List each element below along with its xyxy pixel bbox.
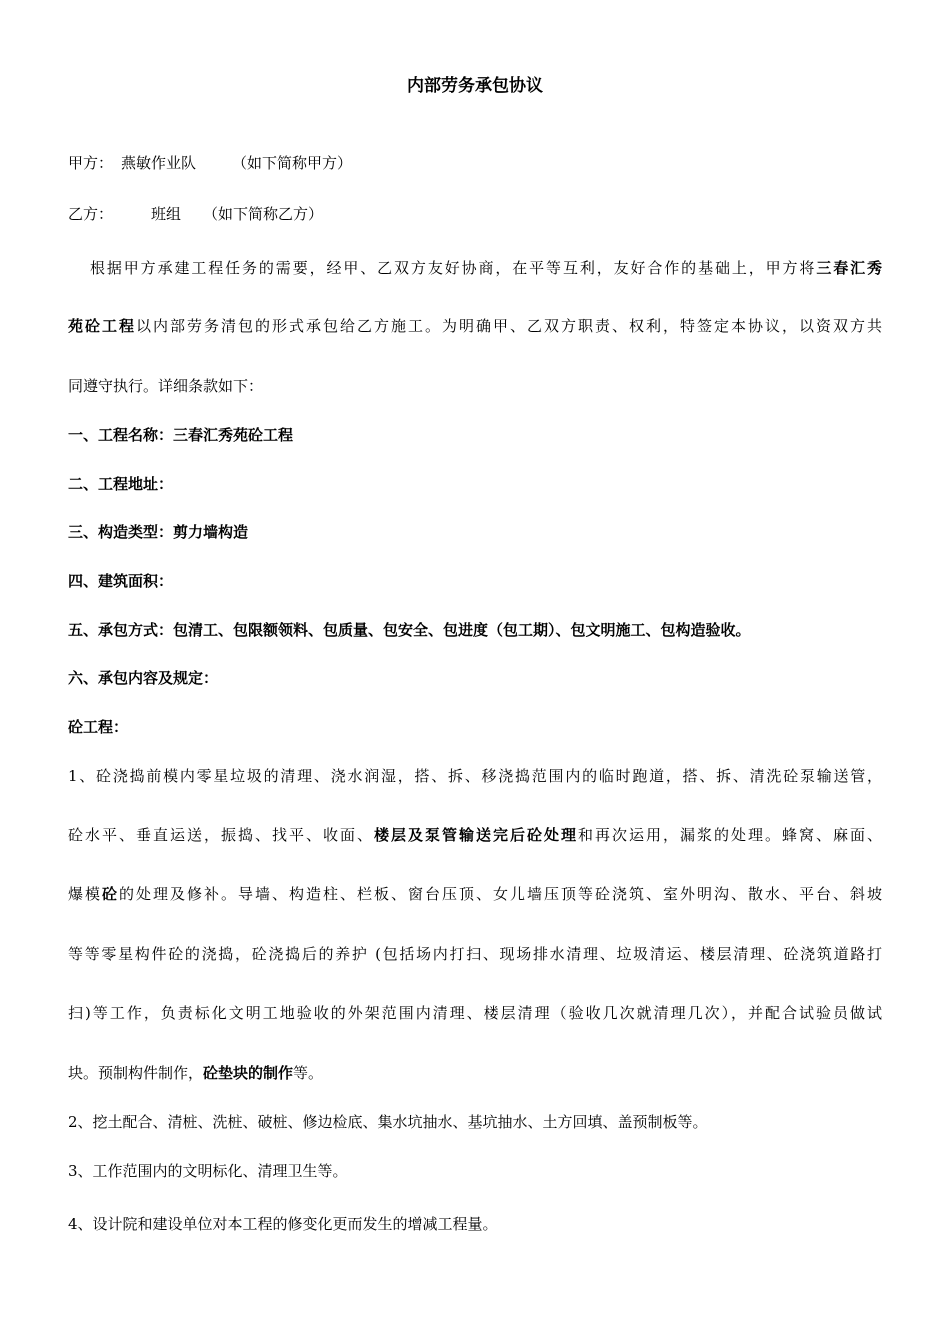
item-1-bold: 砼垫块的制作: [203, 1064, 294, 1082]
item-1-text: 砼水平、垂直运送，振捣、找平、收面、: [68, 826, 374, 844]
party-b-name: 班组: [151, 205, 182, 223]
item-1-line-5: 扫)等工作，负责标化文明工地验收的外架范围内清理、楼层清理（验收几次就清理几次），并配合试验员做试: [68, 1004, 882, 1022]
item-3: 3、工作范围内的文明标化、清理卫生等。: [68, 1162, 348, 1180]
intro-line-3: 同遵守执行。详细条款如下：: [68, 377, 264, 395]
item-1-text: 的处理及修补。导墙、构造柱、栏板、窗台压顶、女儿墙压顶等砼浇筑、室外明沟、散水、平台、斜坡: [119, 885, 882, 903]
section-structure-type: 三、构造类型：剪力墙构造: [68, 523, 249, 541]
item-1-text: 和再次运用，漏浆的处理。蜂窝、麻面、: [577, 826, 882, 844]
item-2: 2、挖土配合、清桩、洗桩、破桩、修边检底、集水坑抽水、基坑抽水、土方回填、盖预制板等。: [68, 1113, 708, 1131]
item-1-text: 块。预制构件制作，: [68, 1064, 204, 1082]
intro-text: 根据甲方承建工程任务的需要，经甲、乙双方友好协商，在平等互利，友好合作的基础上，甲方将: [90, 259, 817, 277]
party-a-name: 燕敏作业队: [121, 154, 197, 172]
item-1-line-6: [68, 1063, 323, 1083]
item-1-line-2: [68, 825, 882, 845]
party-a-label: 甲方：: [68, 154, 114, 172]
item-4: 4、设计院和建设单位对本工程的修变化更而发生的增减工程量。: [68, 1215, 498, 1233]
item-1-bold: 砼: [102, 885, 119, 903]
section-contract-content: 六、承包内容及规定：: [68, 669, 219, 687]
intro-text: 以内部劳务清包的形式承包给乙方施工。为明确甲、乙双方职责、权利，特签定本协议，以资双方共: [136, 317, 882, 335]
item-1-line-4: 等等零星构件砼的浇捣，砼浇捣后的养护 (包括场内打扫、现场排水清理、垃圾清运、楼层清理、砼浇筑道路打: [68, 945, 882, 963]
section-concrete-works: 砼工程：: [68, 718, 129, 736]
item-1-text: 爆模: [68, 885, 102, 903]
section-building-area: 四、建筑面积：: [68, 572, 174, 590]
intro-line-1: [90, 258, 882, 278]
section-contract-mode: 五、承包方式：包清工、包限额领料、包质量、包安全、包进度（包工期）、包文明施工、包构造验收。: [68, 621, 751, 639]
section-project-address: 二、工程地址：: [68, 475, 174, 493]
party-a-line: [68, 153, 352, 173]
party-b-note: （如下简称乙方）: [203, 205, 324, 223]
section-project-name: 一、工程名称：三春汇秀苑砼工程: [68, 426, 294, 444]
project-name-bold: 苑砼工程: [68, 317, 136, 335]
project-name-bold: 三春汇秀: [816, 259, 882, 277]
intro-line-2: [68, 316, 882, 336]
party-a-note: （如下简称甲方）: [232, 154, 353, 172]
party-b-label: 乙方：: [68, 205, 114, 223]
document-title: 内部劳务承包协议: [407, 76, 543, 96]
party-b-line: [68, 204, 323, 224]
item-1-line-3: [68, 884, 882, 904]
item-1-text: 等。: [293, 1064, 324, 1082]
item-1-line-1: 1、砼浇捣前模内零星垃圾的清理、浇水润湿，搭、拆、移浇捣范围内的临时跑道，搭、拆、清洗砼泵输送管，: [68, 767, 882, 785]
item-1-bold: 楼层及泵管输送完后砼处理: [373, 826, 578, 844]
